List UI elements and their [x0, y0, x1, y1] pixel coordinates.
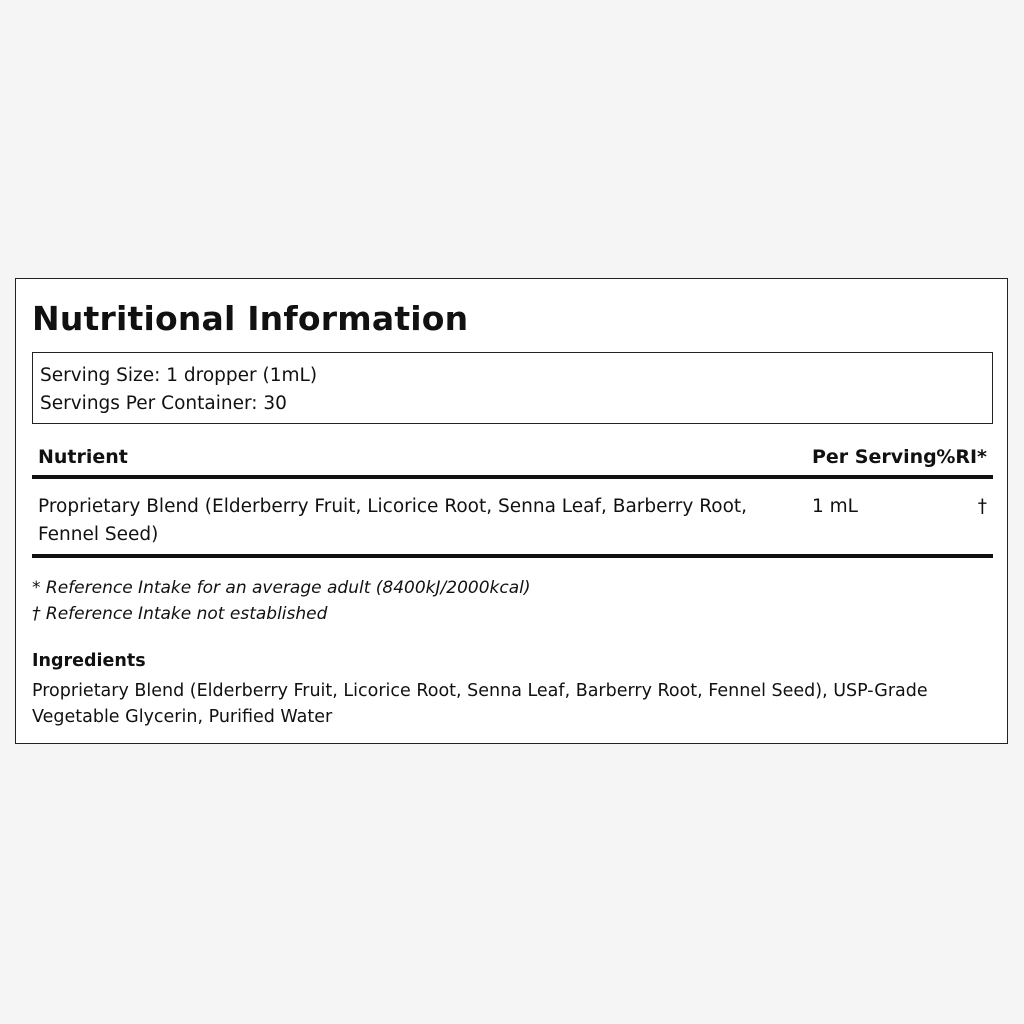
serving-info-box — [32, 352, 993, 424]
footnote-not-established: † Reference Intake not established — [32, 604, 328, 624]
header-divider — [32, 475, 993, 479]
panel-title: Nutritional Information — [32, 299, 469, 338]
header-per-serving: Per Serving — [812, 446, 937, 468]
nutrient-ri: † — [977, 496, 987, 517]
ingredients-heading: Ingredients — [32, 651, 146, 671]
footnote-reference-intake: * Reference Intake for an average adult (8400kJ/2000kcal) — [32, 578, 531, 598]
table-row — [32, 493, 993, 549]
header-ri: %RI* — [936, 446, 987, 468]
nutrient-name: Proprietary Blend (Elderberry Fruit, Licorice Root, Senna Leaf, Barberry Root, Fennel Seed) — [38, 496, 748, 545]
table-header-row — [32, 442, 993, 472]
servings-per-container: Servings Per Container: 30 — [40, 393, 287, 414]
table-bottom-divider — [32, 554, 993, 558]
nutrition-panel — [15, 278, 1008, 744]
serving-size: Serving Size: 1 dropper (1mL) — [40, 365, 318, 386]
ingredients-text: Proprietary Blend (Elderberry Fruit, Licorice Root, Senna Leaf, Barberry Root, Fennel Seed), USP-Grade Vegetable Glycerin, Purified Water — [32, 681, 928, 727]
footnotes — [32, 575, 531, 627]
nutrient-amount: 1 mL — [812, 496, 858, 517]
header-nutrient: Nutrient — [38, 446, 128, 468]
